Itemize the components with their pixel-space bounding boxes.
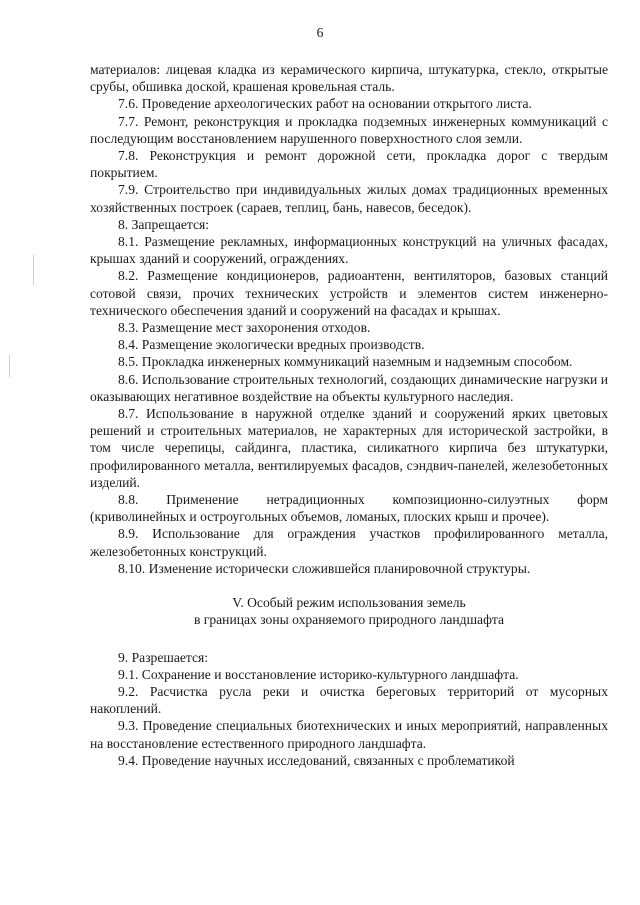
section-heading-line1: V. Особый режим использования земель [232, 595, 466, 611]
paragraph-7-9: 7.9. Строительство при индивидуальных жилых домах традиционных временных хозяйственных построек (сараев, теплиц, бань, навесов, беседок). [90, 182, 608, 215]
document-body [90, 61, 608, 769]
page-number: 6 [316, 25, 324, 40]
paragraph-8-10: 8.10. Изменение исторически сложившейся планировочной структуры. [118, 560, 531, 576]
paragraph-8-2: 8.2. Размещение кондиционеров, радиоантенн, вентиляторов, базовых станций сотовой связи, прочих технических устройств и элементов систем инженерно-технического обеспечения зданий и сооружений на фасадах и крышах. [90, 268, 608, 318]
section-heading-line2: в границах зоны охраняемого природного ландшафта [193, 612, 505, 628]
paragraph-9-3: 9.3. Проведение специальных биотехнических и иных мероприятий, направленных на восстановление естественного природного ландшафта. [90, 718, 608, 751]
paragraph-materials-cont: материалов: лицевая кладка из керамического кирпича, штукатурка, стекло, открытые срубы, обшивка доской, крашеная кровельная сталь. [90, 62, 608, 95]
paragraph-8-3: 8.3. Размещение мест захоронения отходов. [118, 320, 371, 336]
paragraph-9: 9. Разрешается: [118, 649, 209, 665]
paragraph-9-4: 9.4. Проведение научных исследований, связанных с проблематикой [118, 752, 515, 768]
paragraph-8-4: 8.4. Размещение экологически вредных производств. [118, 337, 425, 353]
paragraph-7-8: 7.8. Реконструкция и ремонт дорожной сети, прокладка дорог с твердым покрытием. [90, 148, 608, 181]
scan-margin-mark [9, 355, 10, 377]
paragraph-9-2: 9.2. Расчистка русла реки и очистка береговых территорий от мусорных накоплений. [90, 683, 608, 717]
paragraph-8-8: 8.8. Применение нетрадиционных композиционно-силуэтных форм (криволинейных и остроугольных объемов, ломаных, плоских крыш и прочее). [90, 492, 608, 525]
paragraph-8: 8. Запрещается: [118, 216, 210, 232]
paragraph-8-5: 8.5. Прокладка инженерных коммуникаций наземным и надземным способом. [118, 354, 573, 370]
paragraph-8-6: 8.6. Использование строительных технологий, создающих динамические нагрузки и оказывающих негативное воздействие на объекты культурного наследия. [90, 371, 608, 404]
paragraph-8-1: 8.1. Размещение рекламных, информационных конструкций на уличных фасадах, крышах зданий и сооружений, ограждениях. [90, 234, 608, 267]
paragraph-8-7: 8.7. Использование в наружной отделке зданий и сооружений ярких цветовых решений и строительных материалов, не характерных для исторической застройки, в том числе черепицы, сайдинга, пластика, силикатного кирпича без штукатурки, профилированного металла, вентилируемых фасадов, сэндвич-панелей, железобетонных изделий. [90, 406, 608, 490]
paragraph-9-1: 9.1. Сохранение и восстановление историко-культурного ландшафта. [118, 666, 519, 682]
scan-margin-mark [33, 255, 34, 285]
paragraph-8-9: 8.9. Использование для ограждения участков профилированного металла, железобетонных конструкций. [90, 526, 608, 559]
paragraph-7-6: 7.6. Проведение археологических работ на основании открытого листа. [118, 96, 532, 112]
paragraph-7-7: 7.7. Ремонт, реконструкция и прокладка подземных инженерных коммуникаций с последующим восстановлением нарушенного поверхностного слоя земли. [90, 113, 608, 146]
